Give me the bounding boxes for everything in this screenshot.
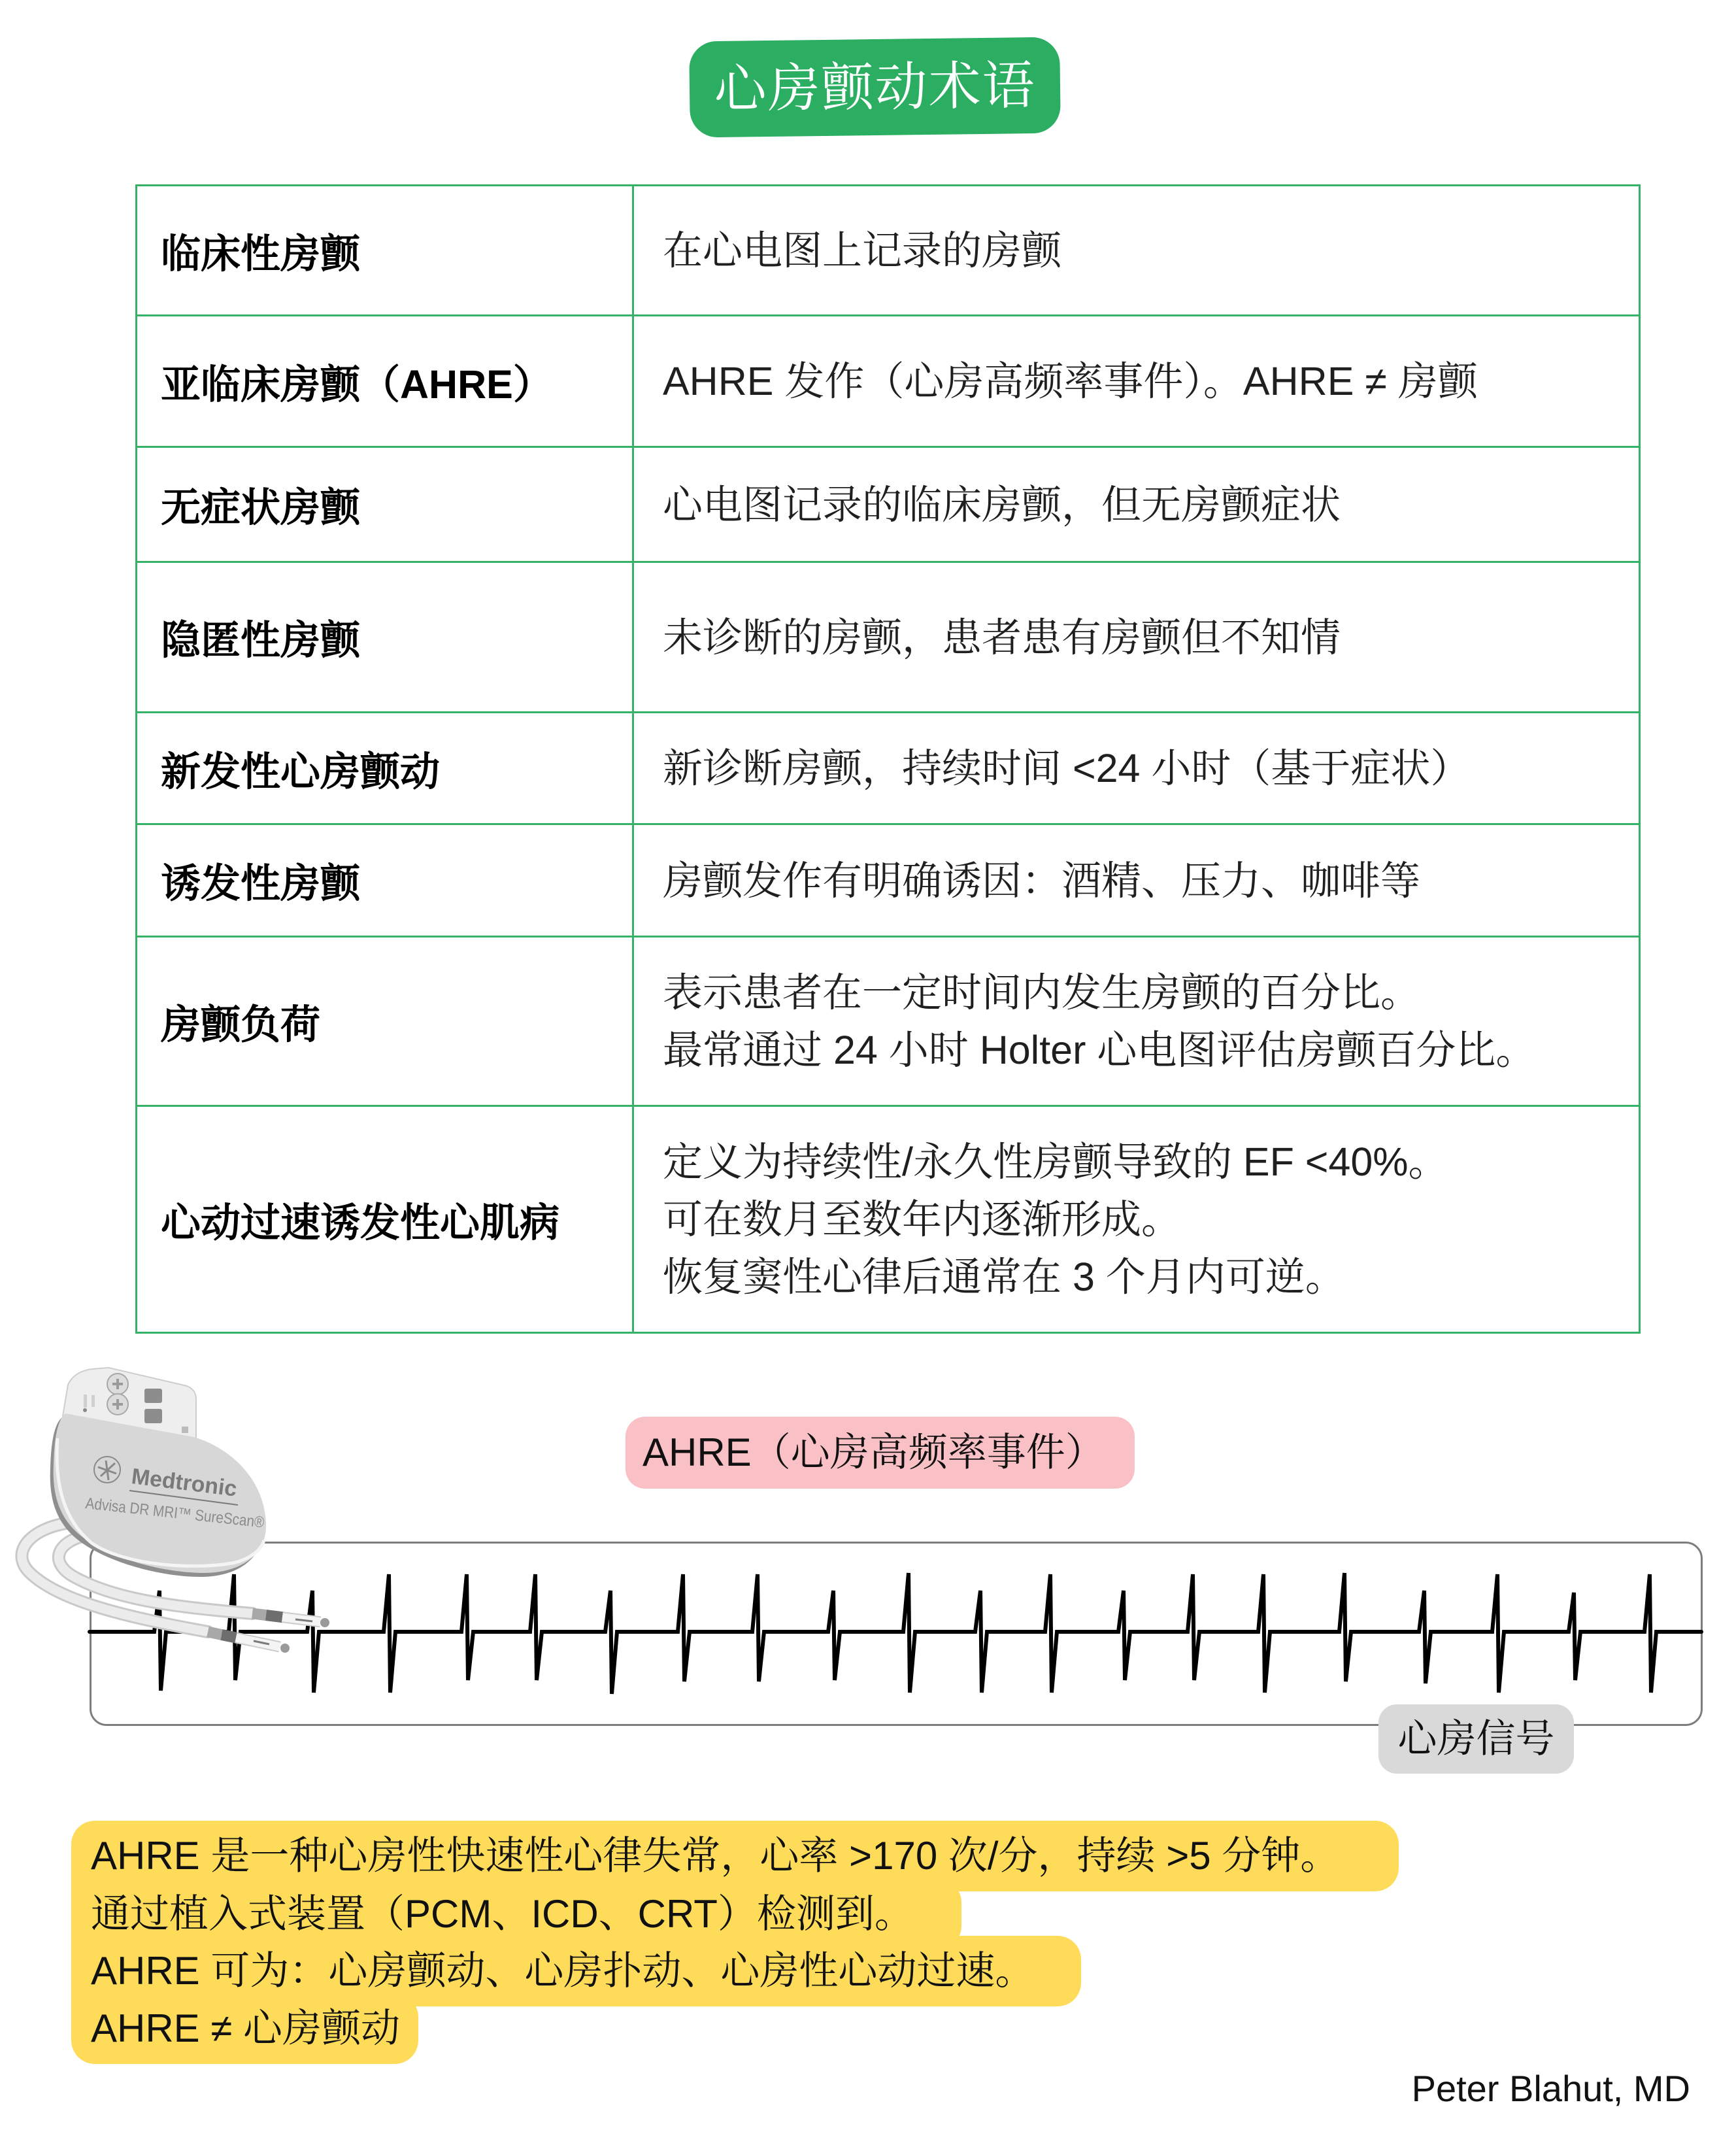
definition-line: 表示患者在一定时间内发生房颤的百分比。 <box>663 970 1421 1015</box>
definition-line: 新诊断房颤，持续时间 <24 小时（基于症状） <box>663 746 1471 790</box>
table-row <box>137 447 1640 562</box>
ahre-event-label: AHRE（心房高频率事件） <box>626 1417 1135 1489</box>
atrial-signal-label: 心房信号 <box>1378 1704 1574 1774</box>
table-row <box>137 562 1640 713</box>
definition-line: 在心电图上记录的房颤 <box>663 228 1062 273</box>
table-row <box>137 316 1640 447</box>
table-row <box>137 824 1640 937</box>
terms-table <box>135 184 1641 1334</box>
definition-cell <box>633 1106 1640 1333</box>
definition-line: 恢复窦性心律后通常在 3 个月内可逆。 <box>663 1255 1345 1299</box>
definition-line: 房颤发作有明确诱因：酒精、压力、咖啡等 <box>663 858 1421 903</box>
brand-underline <box>129 1491 238 1505</box>
note-line: 通过植入式装置（PCM、ICD、CRT）检测到。 <box>71 1879 961 1950</box>
definition-line: 可在数月至数年内逐渐形成。 <box>663 1197 1182 1241</box>
note-line: AHRE 可为：心房颤动、心房扑动、心房性心动过速。 <box>71 1936 1081 2006</box>
definition-cell <box>633 447 1640 562</box>
term-cell: 诱发性房颤 <box>137 824 633 937</box>
author-credit: Peter Blahut, MD <box>1411 2068 1690 2109</box>
page-title: 心房颤动术语 <box>689 37 1061 138</box>
definition-line: 心电图记录的临床房颤，但无房颤症状 <box>663 482 1341 527</box>
device-model: Advisa DR MRI™ SureScan® <box>84 1495 293 1535</box>
definition-cell <box>633 713 1640 824</box>
term-cell: 临床性房颤 <box>137 186 633 316</box>
ecg-strip-frame <box>90 1542 1703 1726</box>
term-cell: 亚临床房颤（AHRE） <box>137 316 633 447</box>
definition-cell <box>633 186 1640 316</box>
note-line: AHRE ≠ 心房颤动 <box>71 1993 418 2064</box>
definition-line: 未诊断的房颤，患者患有房颤但不知情 <box>663 615 1341 660</box>
term-cell: 心动过速诱发性心肌病 <box>137 1106 633 1333</box>
note-line: AHRE 是一种心房性快速性心律失常，心率 >170 次/分，持续 >5 分钟。 <box>71 1821 1399 1891</box>
table-row <box>137 713 1640 824</box>
device-brand: Medtronic <box>130 1464 239 1502</box>
definition-line: AHRE 发作（心房高频率事件）。AHRE ≠ 房颤 <box>663 359 1478 403</box>
term-cell: 无症状房颤 <box>137 447 633 562</box>
medtronic-logo-icon <box>94 1457 120 1483</box>
table-row <box>137 937 1640 1106</box>
term-cell: 房颤负荷 <box>137 937 633 1106</box>
definition-cell <box>633 316 1640 447</box>
definition-cell <box>633 562 1640 713</box>
definition-line: 定义为持续性/永久性房颤导致的 EF <40%。 <box>663 1140 1448 1184</box>
definition-cell <box>633 937 1640 1106</box>
table-row <box>137 1106 1640 1333</box>
pacemaker-header <box>63 1368 196 1438</box>
term-cell: 隐匿性房颤 <box>137 562 633 713</box>
term-cell: 新发性心房颤动 <box>137 713 633 824</box>
definition-cell <box>633 824 1640 937</box>
definition-line: 最常通过 24 小时 Holter 心电图评估房颤百分比。 <box>663 1028 1536 1072</box>
table-row <box>137 186 1640 316</box>
